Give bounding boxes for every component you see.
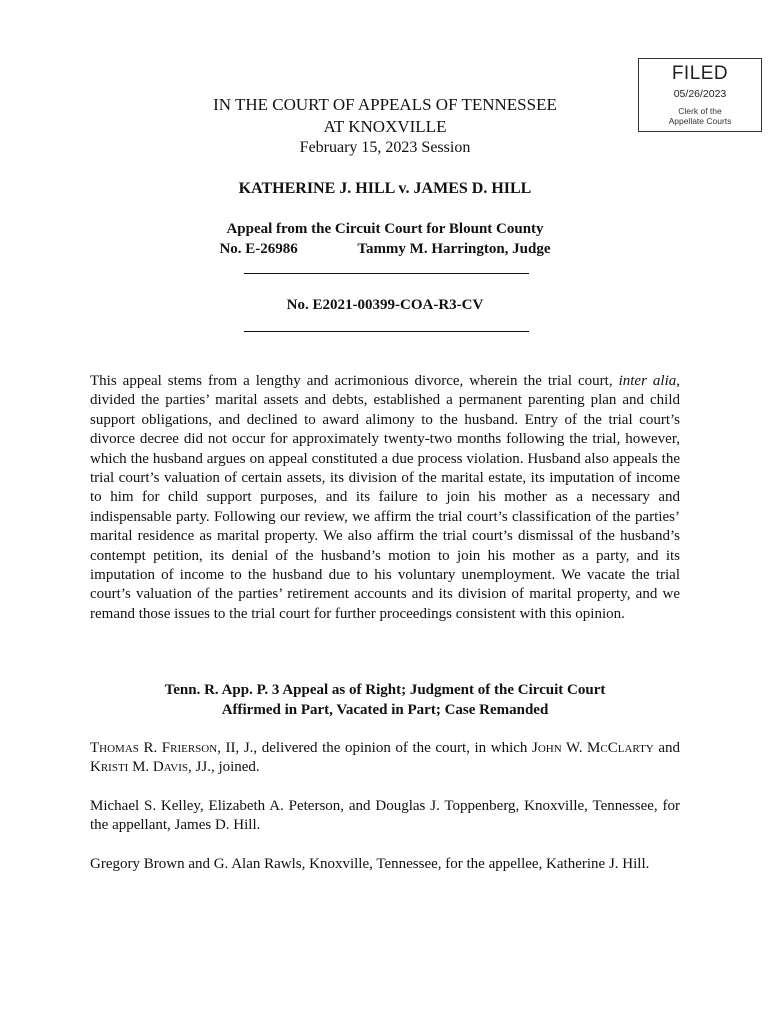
stamp-date: 05/26/2023 [673, 88, 727, 100]
opinion-author-line [90, 739, 680, 778]
court-line-1: IN THE COURT OF APPEALS OF TENNESSEE [213, 95, 557, 114]
stamp-courts-line: Appellate Courts [668, 116, 732, 126]
trial-number: No. E-26986 [219, 241, 298, 257]
holding-line-1: Tenn. R. App. P. 3 Appeal as of Right; Judgment of the Circuit Court [164, 682, 606, 698]
divider-bottom [244, 331, 529, 332]
stamp-title: FILED [671, 63, 729, 84]
court-name [0, 94, 770, 138]
opinion-tail: , JJ., joined. [188, 759, 260, 776]
opinion-and: and [653, 740, 680, 756]
session-date: February 15, 2023 Session [299, 139, 471, 156]
holding-line-2: Affirmed in Part, Vacated in Part; Case Remanded [221, 702, 549, 718]
opinion-author-suffix: , II, J., delivered the opinion of the court, in which [217, 740, 532, 756]
counsel-appellant: Michael S. Kelley, Elizabeth A. Peterson, and Douglas J. Toppenberg, Knoxville, Tennessee, for the appellant, James D. Hill. [90, 798, 680, 834]
opinion-author: Thomas R. Frierson [90, 740, 218, 756]
trial-judge: Tammy M. Harrington, Judge [357, 241, 551, 257]
case-title: KATHERINE J. HILL v. JAMES D. HILL [238, 180, 532, 197]
divider-top [244, 273, 529, 274]
summary-italic: inter alia [618, 373, 677, 389]
case-summary [90, 372, 680, 624]
holding [90, 680, 680, 720]
trial-info [0, 239, 770, 259]
opinion-judge-3: Kristi M. Davis [90, 759, 189, 776]
docket-number: No. E2021-00399-COA-R3-CV [286, 297, 484, 313]
stamp-clerk-line: Clerk of the [678, 106, 722, 116]
opinion-judge-2: John W. McClarty [531, 740, 654, 756]
appeal-from-court: Appeal from the Circuit Court for Blount County [226, 221, 544, 237]
counsel-appellee: Gregory Brown and G. Alan Rawls, Knoxville, Tennessee, for the appellee, Katherine J. Hill. [90, 856, 650, 872]
appeal-from [0, 219, 770, 259]
summary-part-1: This appeal stems from a lengthy and acrimonious divorce, wherein the trial court, [90, 373, 619, 389]
court-line-2: AT KNOXVILLE [323, 117, 447, 136]
summary-part-2: , divided the parties’ marital assets and debts, established a permanent parenting plan and child support obligations, and declined to award alimony to the husband. Entry of the trial court’s divorce decree did not occur for approximately twenty-two months following the trial, however, which the husband argues on appeal constituted a due process violation. Husband also appeals the trial court’s valuation of certain assets, its division of the marital estate, its imputation of income to him for child support purposes, and its failure to join his mother as a necessary and indispensable party. Following our review, we affirm the trial court’s classification of the parties’ marital residence as marital property. We also affirm the trial court’s dismissal of the husband’s contempt petition, its denial of the husband’s motion to join his mother as a party, and its imputation of income to the husband due to his voluntary unemployment. We vacate the trial court’s valuation of the parties’ retirement accounts and its division of marital property, and we remand those issues to the trial court for further proceedings consistent with this opinion. [90, 373, 681, 622]
